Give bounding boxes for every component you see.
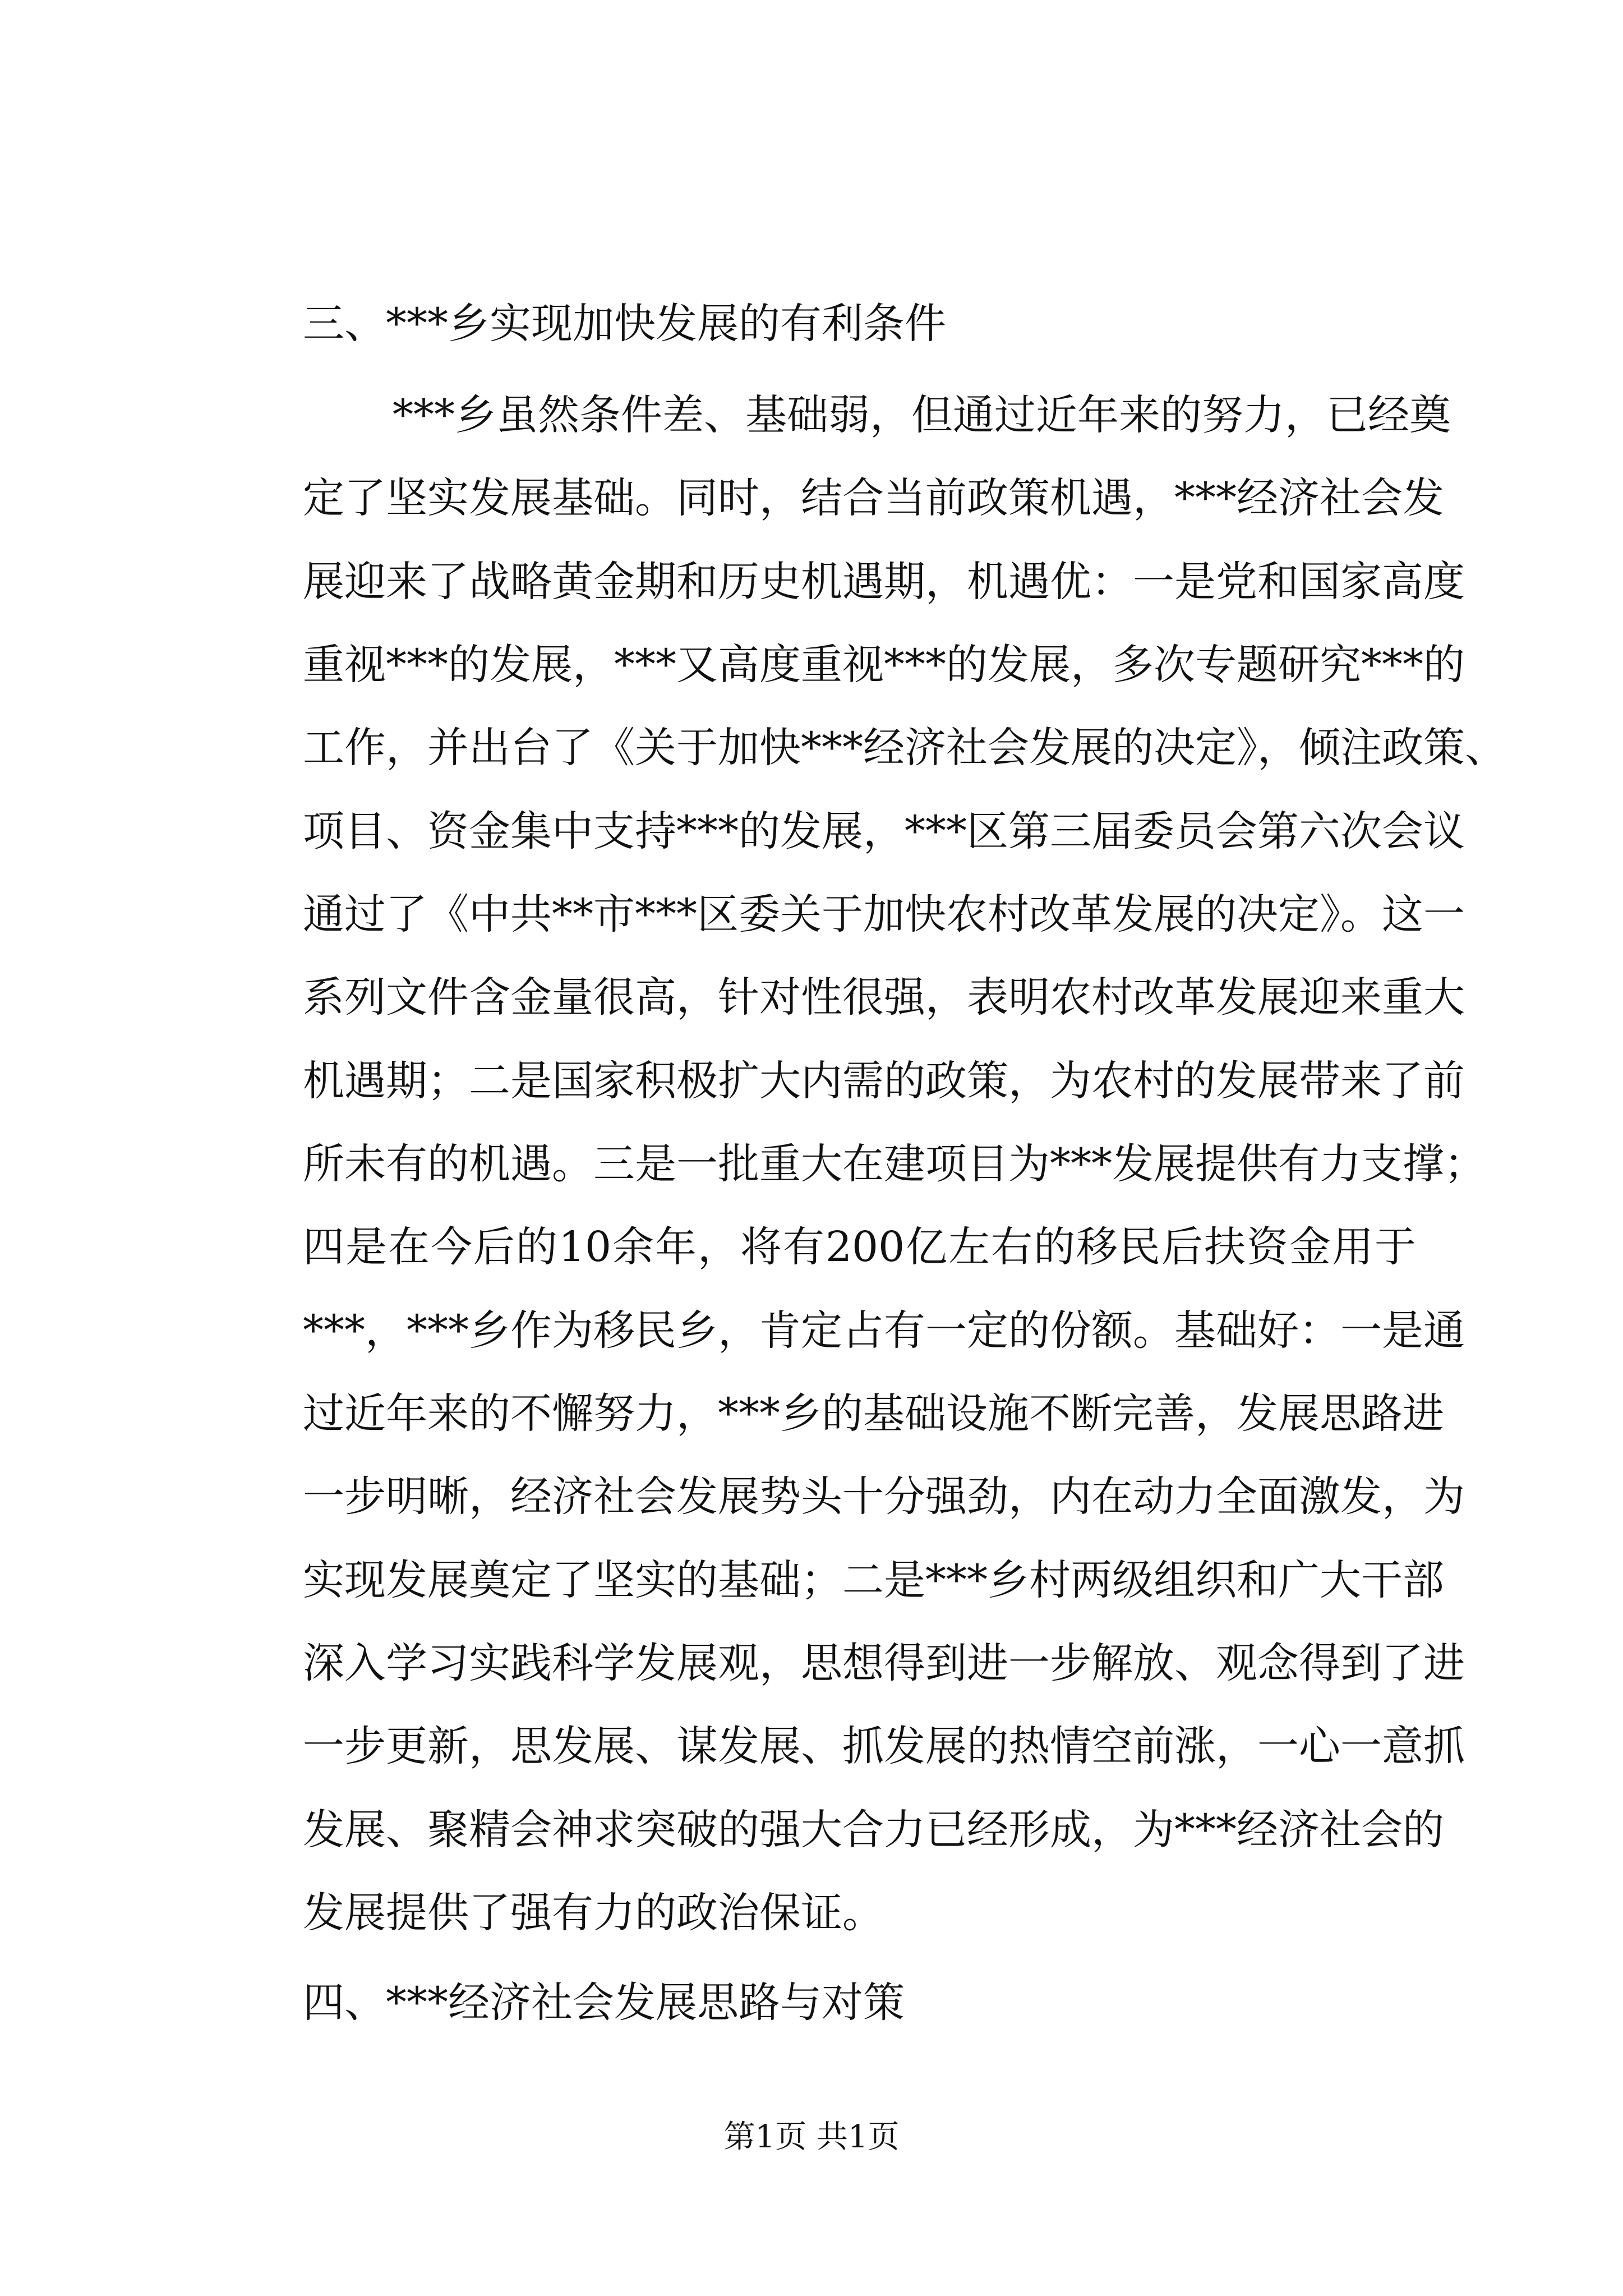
paragraph-line: 定了坚实发展基础。同时，结合当前政策机遇，***经济社会发 bbox=[303, 474, 1444, 522]
paragraph-line: 项目、资金集中支持***的发展，***区第三届委员会第六次会议 bbox=[303, 807, 1465, 855]
paragraph-line: 工作，并出台了《关于加快***经济社会发展的决定》，倾注政策、 bbox=[303, 724, 1506, 772]
paragraph-line: 一步更新，思发展、谋发展、抓发展的热情空前涨，一心一意抓 bbox=[303, 1722, 1465, 1770]
paragraph-line: 发展、聚精会神求突破的强大合力已经形成，为***经济社会的 bbox=[303, 1806, 1444, 1854]
section-heading-three: 三、***乡实现加快发展的有利条件 bbox=[303, 300, 946, 348]
paragraph-line: ***，***乡作为移民乡，肯定占有一定的份额。基础好：一是通 bbox=[303, 1306, 1465, 1355]
paragraph-line: 通过了《中共**市***区委关于加快农村改革发展的决定》。这一 bbox=[303, 890, 1465, 938]
paragraph-line: 重视***的发展，***又高度重视***的发展，多次专题研究***的 bbox=[303, 641, 1465, 689]
paragraph-line: 实现发展奠定了坚实的基础；二是***乡村两级组织和广大干部 bbox=[303, 1556, 1444, 1604]
paragraph-line: 发展提供了强有力的政治保证。 bbox=[303, 1889, 884, 1937]
paragraph-line: 深入学习实践科学发展观，思想得到进一步解放、观念得到了进 bbox=[303, 1639, 1465, 1687]
paragraph-line: 四是在今后的10余年，将有200亿左右的移民后扶资金用于 bbox=[303, 1223, 1416, 1271]
paragraph-line: 一步明晰，经济社会发展势头十分强劲，内在动力全面激发，为 bbox=[303, 1473, 1465, 1521]
paragraph-line: 机遇期；二是国家积极扩大内需的政策，为农村的发展带来了前 bbox=[303, 1057, 1465, 1105]
page-footer: 第1页 共1页 bbox=[723, 2119, 900, 2155]
paragraph-line: 展迎来了战略黄金期和历史机遇期，机遇优：一是党和国家高度 bbox=[303, 558, 1465, 606]
paragraph-line: 过近年来的不懈努力，***乡的基础设施不断完善，发展思路进 bbox=[303, 1389, 1444, 1438]
paragraph-line: 系列文件含金量很高，针对性很强，表明农村改革发展迎来重大 bbox=[303, 973, 1465, 1022]
section-heading-four: 四、***经济社会发展思路与对策 bbox=[303, 1978, 905, 2027]
paragraph-line: 所未有的机遇。三是一批重大在建项目为***发展提供有力支撑； bbox=[303, 1140, 1486, 1188]
paragraph-line: ***乡虽然条件差、基础弱，但通过近年来的努力，已经奠 bbox=[393, 391, 1451, 439]
